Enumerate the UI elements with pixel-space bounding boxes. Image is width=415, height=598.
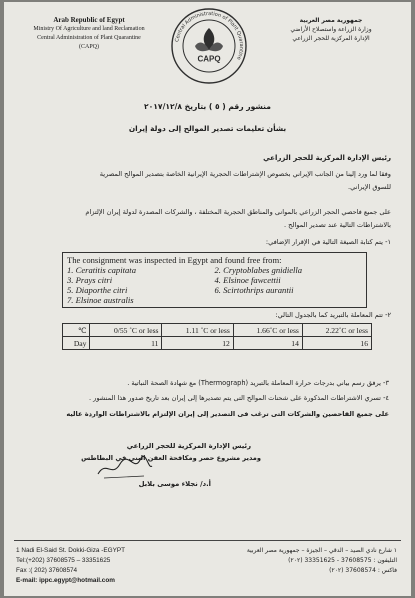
table-cell: 12 <box>162 337 233 350</box>
table-cell: 16 <box>302 337 371 350</box>
pest-1: 1. Ceratitis capitata <box>67 265 136 275</box>
pest-4: 4. Elsinoe fawcettii <box>214 275 281 285</box>
table-header-cell: 1.66˚C or less <box>233 324 302 337</box>
header-english <box>14 16 164 52</box>
closing-instruction: على جميع الفاحصين والشركات التى ترغب فى التصدير إلى إيران الإلتزام بالاشتراطات الواردة عاليه <box>66 410 389 418</box>
header-arabic <box>261 16 401 43</box>
table-header-cell: 0/55 ˚C or less <box>90 324 162 337</box>
footer-arabic <box>227 546 397 576</box>
footer-tel: Tel:(+202) 37608575 – 33351625 <box>16 557 111 564</box>
header-en-line-3: Central Administration of Plant Quarantine <box>37 35 141 41</box>
circular-reference: منشور رقم ( ٥ ) بتاريخ ٢٠١٧/١٢/٨ <box>144 102 271 111</box>
letterhead-footer <box>4 538 411 596</box>
handwritten-signature <box>94 452 154 482</box>
para2-line1: على جميع فاحصي الحجر الزراعي بالموانى والمناطق الحجرية المختلفة ، والشركات المصدرة لدولة إيران الإلتزام <box>85 208 391 216</box>
capq-logo <box>169 6 249 86</box>
header-ar-line-1: جمهورية مصر العربية <box>299 17 363 24</box>
footer-address: 1 Nadi El-Said St. Dokki-Giza -EGYPT <box>16 547 126 554</box>
table-cell: 14 <box>233 337 302 350</box>
footer-ar-address: ١ شارع نادي الصيد – الدقي – الجيزة – جمهورية مصر العربية <box>246 547 397 554</box>
header-ar-line-3: الإدارة المركزية للحجر الزراعي <box>292 35 370 42</box>
footer-ar-fax: فاكس : 37608574 (٢٠٢) <box>329 567 397 574</box>
logo-ring-text: Central Administration of Plant Quarantine <box>174 10 245 61</box>
footer-divider <box>14 540 401 541</box>
para1-line2: للسوق الإيراني. <box>347 183 391 191</box>
signatory-name: أ.د/ نجلاء موسى بلابل <box>138 480 211 488</box>
additional-declaration-box <box>62 252 367 308</box>
footer-fax: Fax :( 202) 37608574 <box>16 567 78 574</box>
letter-page <box>4 2 411 596</box>
footer-ar-tel: التليفون : 37608575 - 33351625 (٢٠٢) <box>288 557 397 564</box>
header-en-line-2: Ministry Of Agriculture and land Reclamation <box>33 26 145 32</box>
para2-line2: بالاشتراطات التالية عند تصدير الموالح . <box>283 221 391 229</box>
item-3: ٣- يرفق رسم بياني بدرجات حرارة المعاملة بالتبريد (Thermograph) مع شهادة الصحة النباتية . <box>127 379 389 387</box>
item-1: ١- يتم كتابة الصيغة التالية في الإقرار الإضافي: <box>265 238 391 246</box>
table-header-cell: 2.22˚C or less <box>302 324 371 337</box>
table-row <box>63 337 372 350</box>
table-header-cell: ℃ <box>63 324 90 337</box>
para1-line1: وفقا لما ورد إلينا من الجانب الإيراني بخصوص الإشتراطات الحجرية الإيرانية الخاصة بتصدير الموالح المصرية <box>99 170 391 178</box>
table-header-cell: 1.11 ˚C or less <box>162 324 233 337</box>
table-cell: 11 <box>90 337 162 350</box>
header-en-line-4: (CAPQ) <box>78 44 99 50</box>
header-ar-line-2: وزارة الزراعة واستصلاح الأراضي <box>290 26 372 33</box>
item-2: ٢- تتم المعاملة بالتبريد كما بالجدول التالي: <box>275 311 391 319</box>
logo-text: CAPQ <box>197 54 221 64</box>
circular-subject: بشأن تعليمات تصدير الموالح إلى دولة إيران <box>128 124 287 133</box>
pest-3: 3. Prays citri <box>67 275 113 285</box>
header-en-line-1: Arab Republic of Egypt <box>53 16 125 24</box>
pest-7: 7. Elsinoe australis <box>67 295 134 305</box>
table-cell: Day <box>63 337 90 350</box>
signature-title-2: ومدير مشروع حصر ومكافحة العفن البني في البطاطس <box>81 454 261 462</box>
cold-treatment-table <box>62 323 372 350</box>
table-header-row <box>63 324 372 337</box>
pest-6: 6. Scirtothrips aurantii <box>214 285 294 295</box>
pest-2: 2. Cryptoblabes gnidiella <box>214 265 303 275</box>
pest-5: 5. Diaporthe citri <box>67 285 128 295</box>
footer-english <box>16 546 125 586</box>
signature-title-1: رئيس الإدارة المركزية للحجر الزراعي <box>126 442 251 450</box>
addressee: رئيس الإدارة المركزية للحجر الزراعي <box>263 154 391 162</box>
item-4: ٤- تسري الاشتراطات المذكورة على شحنات الموالح التى يتم تصديرها إلى إيران بعد تاريخ صدور هذا المنشور . <box>88 394 389 402</box>
declaration-intro: The consignment was inspected in Egypt and found free from: <box>67 255 282 265</box>
footer-email: E-mail: ippc.egypt@hotmail.com <box>16 577 115 584</box>
